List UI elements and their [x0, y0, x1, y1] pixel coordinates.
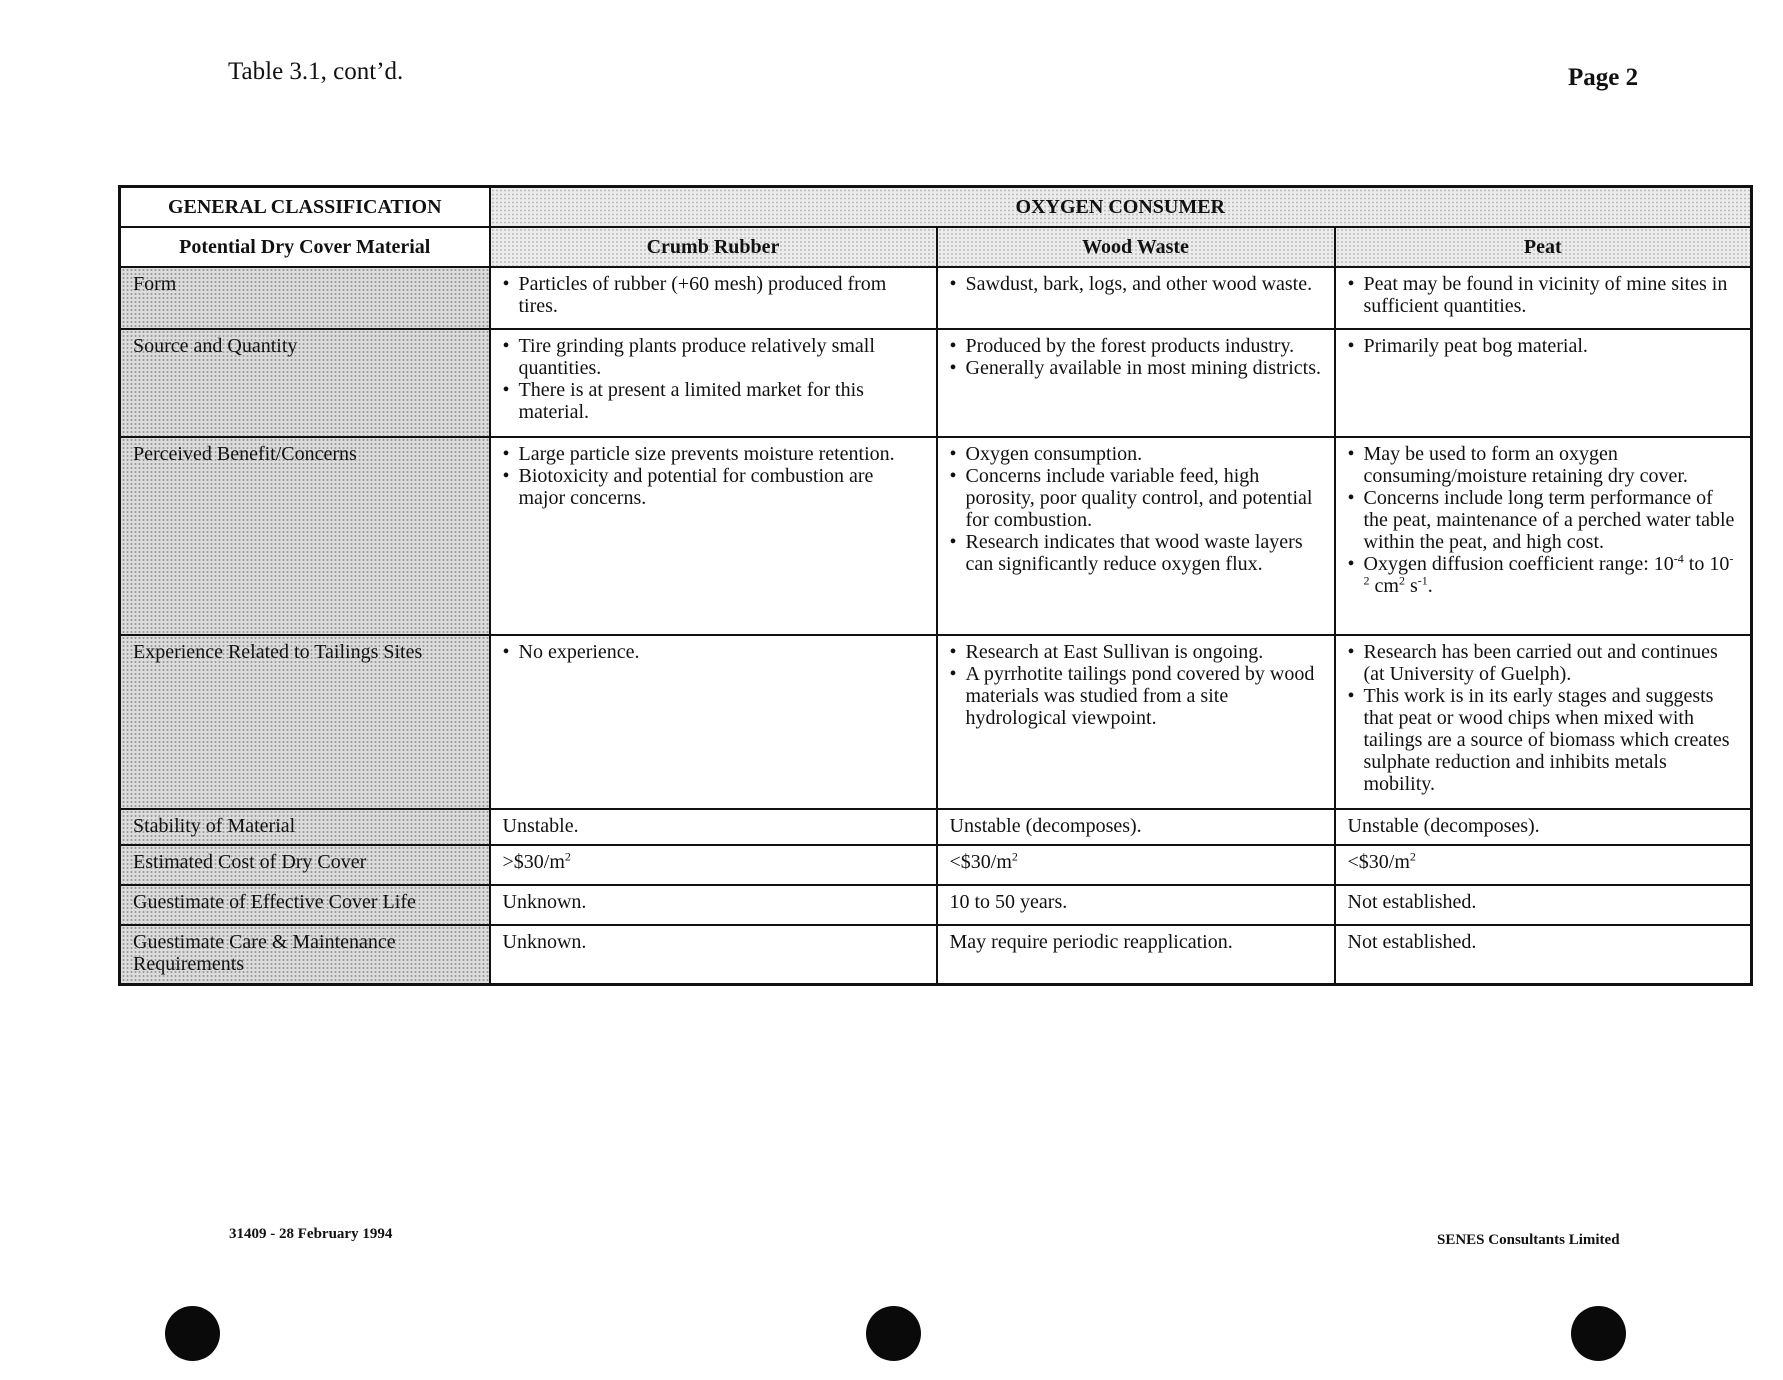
binder-hole	[1571, 1306, 1626, 1361]
row-label: Estimated Cost of Dry Cover	[120, 845, 490, 885]
list-item: • No experience.	[519, 641, 924, 663]
list-item: • Large particle size prevents moisture retention.	[519, 443, 924, 465]
list-item: • Peat may be found in vicinity of mine sites in sufficient quantities.	[1364, 273, 1739, 317]
list-item: • Concerns include variable feed, high porosity, poor quality control, and potential for combustion.	[966, 465, 1322, 531]
row-label: Stability of Material	[120, 809, 490, 845]
table-title: Table 3.1, cont’d.	[228, 58, 404, 85]
table-cell	[1335, 635, 1752, 809]
column-header-peat: Peat	[1335, 227, 1752, 267]
list-item: • Research has been carried out and continues (at University of Guelph).	[1364, 641, 1739, 685]
list-item: • There is at present a limited market for this material.	[519, 379, 924, 423]
table-cell	[937, 329, 1335, 437]
list-item: • This work is in its early stages and suggests that peat or wood chips when mixed with tailings are a source of biomass which creates sulphate reduction and inhibits metals mobility.	[1364, 685, 1739, 795]
table-cell	[937, 635, 1335, 809]
column-header-wood-waste: Wood Waste	[937, 227, 1335, 267]
list-item-diffusion: • Oxygen diffusion coefficient range: $10^{-4}$ to $10^{-2}$ $cm^2$ $s^{-1}$.	[1364, 553, 1739, 597]
table-cell	[1335, 437, 1752, 635]
table-cell	[937, 267, 1335, 329]
document-reference: 31409 - 28 February 1994	[229, 1226, 393, 1242]
list-item: • Particles of rubber (+60 mesh) produced from tires.	[519, 273, 924, 317]
table-cell	[1335, 329, 1752, 437]
row-label: Form	[120, 267, 490, 329]
table-cell: Unknown.	[490, 885, 937, 925]
list-item: • Sawdust, bark, logs, and other wood waste.	[966, 273, 1322, 295]
table-row	[120, 437, 1752, 635]
list-item: • Generally available in most mining districts.	[966, 357, 1322, 379]
table-cell	[490, 267, 937, 329]
table-row	[120, 925, 1752, 985]
table-cell	[490, 635, 937, 809]
row-label: Guestimate Care & Maintenance Requirements	[120, 925, 490, 985]
table-cell: Unstable (decomposes).	[937, 809, 1335, 845]
table-cell: 10 to 50 years.	[937, 885, 1335, 925]
table-cell	[490, 437, 937, 635]
list-item: • Research at East Sullivan is ongoing.	[966, 641, 1322, 663]
material-label-header: Potential Dry Cover Material	[120, 227, 490, 267]
column-header-crumb-rubber: Crumb Rubber	[490, 227, 937, 267]
list-item: • Produced by the forest products industry.	[966, 335, 1322, 357]
table-cell	[937, 437, 1335, 635]
list-item: • May be used to form an oxygen consuming/moisture retaining dry cover.	[1364, 443, 1739, 487]
table-row	[120, 267, 1752, 329]
row-label: Guestimate of Effective Cover Life	[120, 885, 490, 925]
table-cell: Not established.	[1335, 925, 1752, 985]
table-cell: Not established.	[1335, 885, 1752, 925]
list-item: • Tire grinding plants produce relatively small quantities.	[519, 335, 924, 379]
comparison-table	[118, 185, 1753, 986]
list-item: • Biotoxicity and potential for combustion are major concerns.	[519, 465, 924, 509]
table-row	[120, 845, 1752, 885]
oxygen-consumer-header: OXYGEN CONSUMER	[490, 187, 1752, 227]
row-label: Experience Related to Tailings Sites	[120, 635, 490, 809]
table-row	[120, 809, 1752, 845]
table-cell: $<\$30/m^2$	[1335, 845, 1752, 885]
table-cell: Unknown.	[490, 925, 937, 985]
table-cell	[490, 329, 937, 437]
list-item: • Concerns include long term performance of the peat, maintenance of a perched water table within the peat, and high cost.	[1364, 487, 1739, 553]
list-item: • Primarily peat bog material.	[1364, 335, 1739, 357]
table-row	[120, 885, 1752, 925]
table-cell	[1335, 267, 1752, 329]
table-cell: Unstable.	[490, 809, 937, 845]
row-label: Source and Quantity	[120, 329, 490, 437]
table-row	[120, 635, 1752, 809]
binder-hole	[866, 1306, 921, 1361]
company-name: SENES Consultants Limited	[1437, 1232, 1620, 1248]
list-item: • A pyrrhotite tailings pond covered by wood materials was studied from a site hydrological viewpoint.	[966, 663, 1322, 729]
table-cell: $<\$30/m^2$	[937, 845, 1335, 885]
general-classification-header: GENERAL CLASSIFICATION	[120, 187, 490, 227]
row-label: Perceived Benefit/Concerns	[120, 437, 490, 635]
table-cell: Unstable (decomposes).	[1335, 809, 1752, 845]
table-cell: $>\$30/m^2$	[490, 845, 937, 885]
table-row	[120, 329, 1752, 437]
binder-hole	[165, 1306, 220, 1361]
page-number: Page 2	[1568, 64, 1639, 91]
list-item: • Research indicates that wood waste layers can significantly reduce oxygen flux.	[966, 531, 1322, 575]
table-cell: May require periodic reapplication.	[937, 925, 1335, 985]
list-item: • Oxygen consumption.	[966, 443, 1322, 465]
